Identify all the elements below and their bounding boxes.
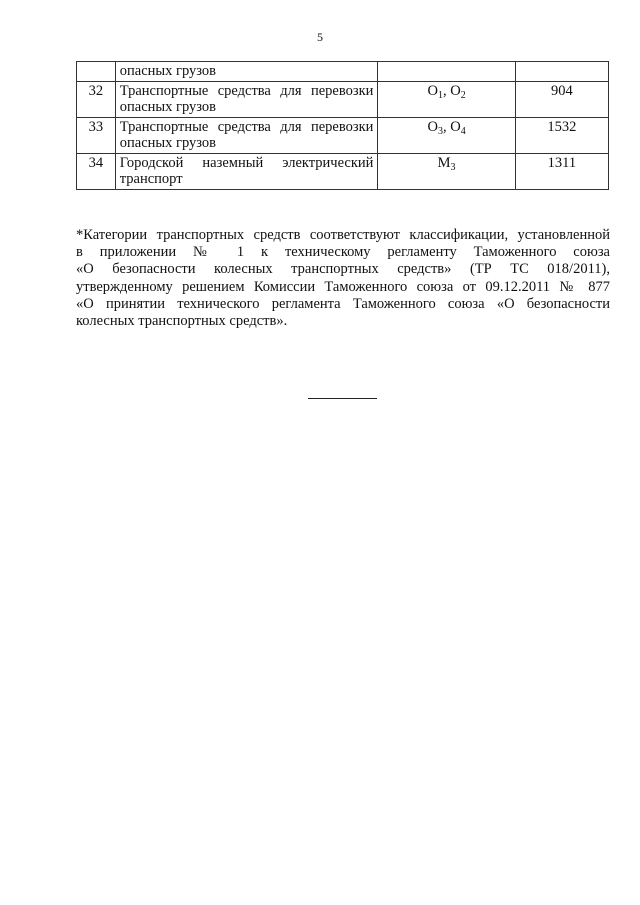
section-separator-line bbox=[308, 398, 377, 399]
category-cell bbox=[378, 62, 515, 82]
value-cell: 1311 bbox=[515, 154, 608, 190]
footnote-line: «О безопасности колесных транспортных средств» (ТР ТС 018/2011), bbox=[76, 261, 610, 278]
category-letter: O bbox=[427, 83, 438, 99]
footnote-line: утвержденному решением Комиссии Таможенного союза от 09.12.2011 № 877 bbox=[76, 278, 610, 295]
vehicle-name-text: опасных грузов bbox=[119, 63, 217, 79]
category-cell bbox=[378, 118, 515, 154]
vehicle-name-cell bbox=[115, 82, 378, 118]
table-row bbox=[77, 154, 609, 190]
table-row bbox=[77, 82, 609, 118]
value-cell bbox=[515, 62, 608, 82]
table-row bbox=[77, 118, 609, 154]
value-cell: 904 bbox=[515, 82, 608, 118]
category-cell bbox=[378, 154, 515, 190]
category-subscript: 3 bbox=[450, 162, 456, 173]
footnote-line: в приложении № 1 к техническому регламенту Таможенного союза bbox=[76, 244, 610, 261]
footnote-line: *Категории транспортных средств соответствуют классификации, установленной bbox=[76, 227, 610, 243]
vehicle-name-cell bbox=[115, 154, 378, 190]
vehicle-name-line1: Транспортные средства для перевозки bbox=[119, 119, 374, 135]
vehicle-category-table bbox=[76, 61, 609, 190]
category-letter: M bbox=[437, 155, 451, 171]
footnote-line: колесных транспортных средств». bbox=[76, 313, 288, 330]
row-number-cell: 33 bbox=[77, 118, 116, 154]
table-row bbox=[77, 62, 609, 82]
category-subscript: 1 bbox=[437, 90, 443, 101]
category-cell bbox=[378, 82, 515, 118]
row-number-cell: 34 bbox=[77, 154, 116, 190]
vehicle-name-line1: Городской наземный электрический bbox=[119, 155, 374, 171]
category-letter: , O bbox=[442, 83, 461, 99]
vehicle-name-line1: Транспортные средства для перевозки bbox=[119, 83, 374, 99]
vehicle-name-line2: опасных грузов bbox=[119, 135, 217, 151]
category-subscript: 2 bbox=[460, 90, 466, 101]
vehicle-name-line2: опасных грузов bbox=[119, 99, 217, 115]
category-letter: O bbox=[427, 119, 438, 135]
footnote-line: «О принятии технического регламента Таможенного союза «О безопасности bbox=[76, 295, 610, 312]
footnote bbox=[76, 227, 610, 330]
row-number-cell: 32 bbox=[77, 82, 116, 118]
vehicle-name-cell bbox=[115, 62, 378, 82]
page-number: 5 bbox=[317, 30, 323, 44]
vehicle-name-cell bbox=[115, 118, 378, 154]
value-cell: 1532 bbox=[515, 118, 608, 154]
row-number-cell bbox=[77, 62, 116, 82]
category-subscript: 4 bbox=[460, 126, 466, 137]
category-subscript: 3 bbox=[437, 126, 443, 137]
category-letter: , O bbox=[442, 119, 461, 135]
vehicle-name-line2: транспорт bbox=[119, 171, 183, 187]
